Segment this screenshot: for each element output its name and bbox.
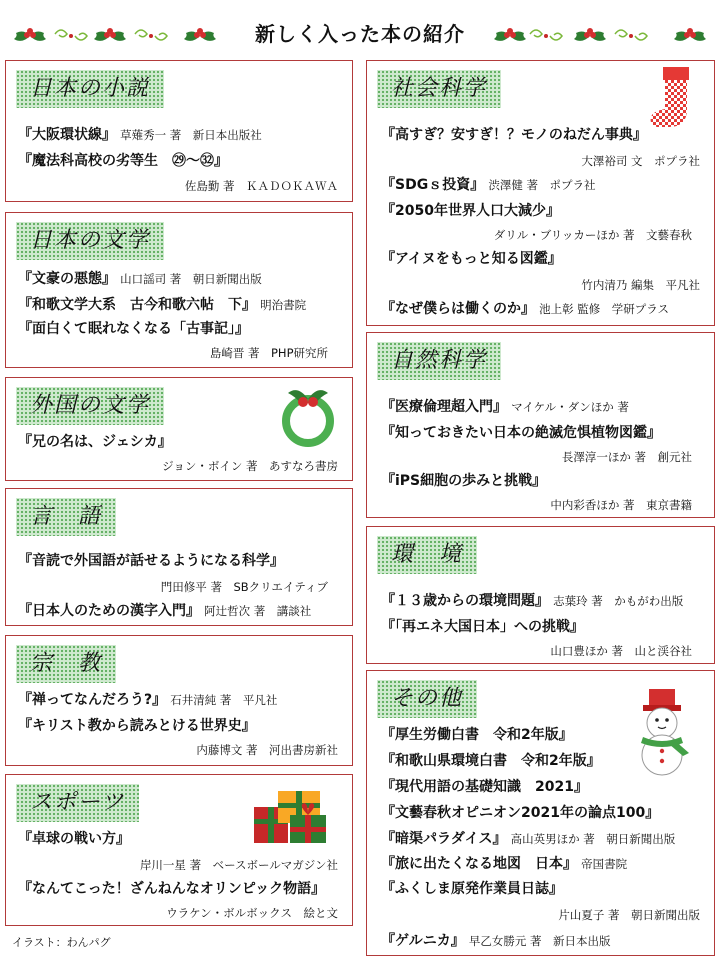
book-line [381,425,661,442]
book-line [18,434,172,451]
book-line [18,553,284,570]
book-author: 帝国書院 [581,857,628,871]
section-heading: 社会科学 [377,70,501,108]
book-author: 早乙女勝元 著 新日本出版 [468,934,611,948]
section-gaikoku-bungaku [5,377,353,481]
book-author: 岸川一星 著 ベースボールマガジン社 [139,858,338,872]
book-line [18,603,311,620]
book-author: 門田修平 著 SBクリエイティブ [160,580,328,594]
book-title: 『キリスト教から読みとける世界史』 [18,718,256,734]
book-line [18,271,262,288]
book-author: 山口豊ほか 著 山と渓谷社 [550,644,692,658]
section-heading: 日本の文学 [16,222,164,260]
book-line [381,856,627,873]
book-author: 石井清純 著 平凡社 [170,693,278,707]
book-line [18,297,306,314]
book-title: 『医療倫理超入門』 [381,399,507,415]
book-author: ジョン・ボイン 著 あすなろ書房 [162,459,338,473]
book-line [381,831,675,848]
section-shakai-kagaku [366,60,715,326]
book-author: 池上彰 監修 学研プラス [539,302,669,316]
book-author: 草薙秀一 著 新日本出版社 [120,128,262,142]
book-author: 片山夏子 著 朝日新聞出版 [558,908,700,922]
section-shukyo [5,635,353,766]
book-line [381,753,601,770]
book-title: 『面白くて眠れなくなる「古事記」』 [18,321,249,337]
book-line [381,619,584,636]
book-author: 竹内清乃 編集 平凡社 [581,278,700,292]
section-sports [5,774,353,926]
section-shizen-kagaku [366,332,715,518]
book-line [381,301,669,318]
book-title: 『「再エネ大国日本」への挑戦』 [381,619,584,635]
section-heading: 自然科学 [377,342,501,380]
book-title: 『ふくしま原発作業員日誌』 [381,881,563,897]
book-title: 『卓球の戦い方』 [18,831,130,847]
book-author: 高山英男ほか 著 朝日新聞出版 [510,832,676,846]
book-line [381,399,629,416]
book-title: 『iPS細胞の歩みと挑戦』 [381,473,547,489]
section-sonota [366,670,715,956]
book-line [381,779,588,796]
book-author: 山口謡司 著 朝日新聞出版 [120,272,262,286]
book-line [381,473,546,490]
book-line [381,203,560,220]
book-author: 明治書院 [260,298,307,312]
book-line [18,831,130,848]
section-heading: 言 語 [16,498,116,536]
section-gengo [5,488,353,626]
book-line [381,727,573,744]
book-author: 内藤博文 著 河出書房新社 [196,743,338,757]
book-line [381,177,596,194]
christmas-stocking-icon [647,65,703,131]
book-line [381,127,647,144]
book-title: 『なんてこった！ざんねんなオリンピック物語』 [18,881,326,897]
book-line [381,933,611,950]
book-title: 『知っておきたい日本の絶滅危惧植物図鑑』 [381,425,661,441]
section-heading: その他 [377,680,477,718]
book-author: 阿辻哲次 著 講談社 [204,604,312,618]
section-kankyo [366,526,715,664]
book-title: 『魔法科高校の劣等生 ㉙～㉜』 [18,153,228,169]
book-author: 大澤裕司 文 ポプラ社 [581,154,700,168]
book-title: 『大阪環状線』 [18,127,116,143]
wreath-icon [278,383,338,449]
book-title: 『和歌文学大系 古今和歌六帖 下』 [18,297,256,313]
book-author: ウラケン・ボルボックス 絵と文 [166,906,338,920]
book-line [381,593,683,610]
book-line [18,881,325,898]
book-title: 『SDGｓ投資』 [381,177,485,193]
book-title: 『ゲルニカ』 [381,933,465,949]
book-line [381,805,659,822]
book-title: 『１３歳からの環境問題』 [381,593,549,609]
section-nihon-bungaku [5,212,353,368]
book-title: 『兄の名は、ジェシカ』 [18,434,172,450]
section-nihon-shosetsu [5,60,353,202]
book-author: マイケル・ダンほか 著 [511,400,629,414]
page-title: 新しく入った本の紹介 [255,22,465,46]
book-author: 渋澤健 著 ポプラ社 [488,178,596,192]
gift-boxes-icon [252,781,332,847]
section-heading: 環 境 [377,536,477,574]
book-author: 長澤淳一ほか 著 創元社 [561,450,692,464]
book-title: 『厚生労働白書 令和2年版』 [381,727,573,743]
book-line [18,718,256,735]
book-title: 『2050年世界人口大減少』 [381,203,560,219]
book-title: 『文藝春秋オピニオン2021年の論点100』 [381,805,660,821]
book-line [381,251,562,268]
book-author: 中内彩香ほか 著 東京書籍 [550,498,692,512]
book-line [18,321,249,338]
book-title: 『日本人のための漢字入門』 [18,603,200,619]
illustration-credit: イラスト：わんパグ [12,936,111,949]
section-heading: 日本の小説 [16,70,164,108]
book-title: 『暗渠パラダイス』 [381,831,507,847]
book-title: 『なぜ僕らは働くのか』 [381,301,535,317]
book-line [18,692,277,709]
book-author: 佐島勤 著 ＫＡＤＯＫＡＷＡ [184,179,338,193]
book-title: 『アイヌをもっと知る図鑑』 [381,251,562,267]
book-title: 『禅ってなんだろう?』 [18,692,167,708]
book-line [381,881,563,898]
book-title: 『文豪の悪態』 [18,271,116,287]
book-line [18,153,228,170]
book-author: 志葉玲 著 かもがわ出版 [553,594,684,608]
book-title: 『高すぎ？安すぎ！？モノのねだん事典』 [381,127,647,143]
section-heading: スポーツ [16,784,139,822]
book-author: ダリル・ブリッカーほか 著 文藝春秋 [493,228,692,242]
book-title: 『現代用語の基礎知識 2021』 [381,779,588,795]
book-title: 『音読で外国語が話せるようになる科学』 [18,553,284,569]
section-heading: 外国の文学 [16,387,164,425]
book-author: 島崎晋 著 PHP研究所 [209,346,328,360]
book-title: 『旅に出たくなる地図 日本』 [381,856,577,872]
book-title: 『和歌山県環境白書 令和2年版』 [381,753,601,769]
book-line [18,127,262,144]
snowman-icon [629,685,699,777]
section-heading: 宗 教 [16,645,116,683]
